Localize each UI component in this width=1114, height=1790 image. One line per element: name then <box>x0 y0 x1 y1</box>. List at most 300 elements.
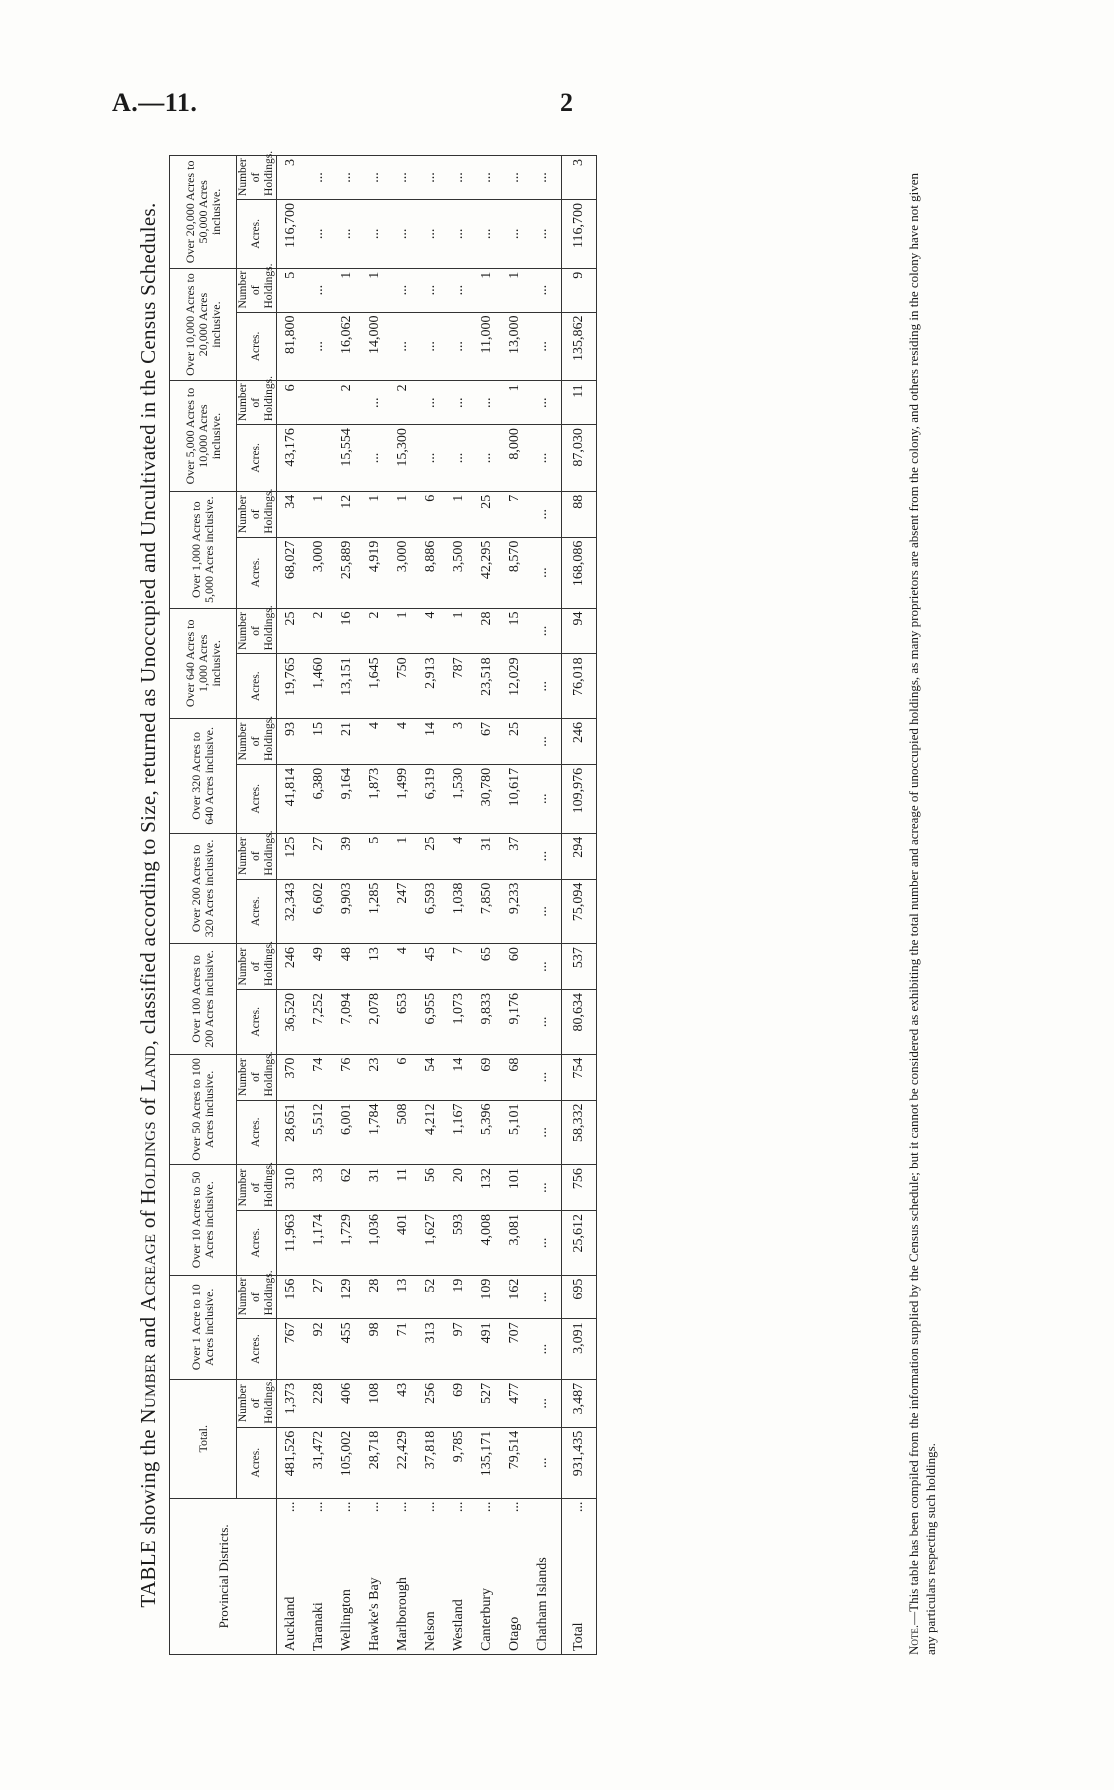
holdings-cell: 756 <box>562 1165 597 1211</box>
holdings-cell: 37 <box>501 833 529 879</box>
acres-subheader: Acres. <box>237 1211 277 1276</box>
acres-cell: 6,319 <box>417 764 445 833</box>
district-cell <box>562 1498 597 1654</box>
acres-cell: 28,718 <box>361 1427 389 1498</box>
acres-cell: ... <box>529 425 562 492</box>
holdings-cell: 695 <box>562 1275 597 1319</box>
holdings-cell: 69 <box>473 1054 501 1100</box>
leader-dots: ... <box>283 1501 298 1513</box>
acres-cell: 9,233 <box>501 879 529 944</box>
holdings-cell: 3 <box>277 156 306 200</box>
acres-cell: ... <box>445 425 473 492</box>
acres-cell: ... <box>417 199 445 268</box>
holdings-cell: 15 <box>501 608 529 654</box>
leader-dots: ... <box>367 1501 382 1513</box>
acres-cell: 7,850 <box>473 879 501 944</box>
holdings-cell: 1 <box>501 381 529 425</box>
holdings-cell: 67 <box>473 719 501 765</box>
note-text: —This table has been compiled from the information supplied by the Census schedule; but it cannot be considered as exhibiting the total number and acreage of unoccupied holdings, as many proprietors are absent from the colony, and others residing in the colony have not given any particulars respecting such holdings. <box>906 172 938 1655</box>
acres-cell: 707 <box>501 1319 529 1379</box>
group-header: Over 320 Acres to 640 Acres inclusive. <box>170 719 237 834</box>
acres-cell: ... <box>417 425 445 492</box>
holdings-cell: 93 <box>277 719 306 765</box>
holdings-subheader: Number of Holdings. <box>237 719 277 765</box>
holdings-cell: 48 <box>333 944 361 990</box>
holdings-cell: 52 <box>417 1275 445 1319</box>
acres-cell: 11,963 <box>277 1211 306 1276</box>
group-header-row <box>170 156 237 1655</box>
acres-cell: 109,976 <box>562 764 597 833</box>
acres-cell: 42,295 <box>473 537 501 608</box>
title-of-2: of <box>136 1091 160 1122</box>
acres-cell: ... <box>529 1100 562 1165</box>
district-name: Marlborough <box>395 1577 410 1651</box>
holdings-cell: 62 <box>333 1165 361 1211</box>
acres-cell: 1,530 <box>445 764 473 833</box>
holdings-cell: 162 <box>501 1275 529 1319</box>
acres-cell: 6,380 <box>305 764 333 833</box>
acres-cell: 116,700 <box>562 199 597 268</box>
holdings-cell: 4 <box>389 944 417 990</box>
holdings-cell: ... <box>501 156 529 200</box>
table-title <box>127 125 169 1685</box>
table-body <box>277 156 597 1655</box>
table-row <box>305 156 333 1655</box>
holdings-cell: ... <box>305 156 333 200</box>
acres-subheader: Acres. <box>237 764 277 833</box>
leader-dots: ... <box>451 1501 466 1513</box>
acres-cell: 9,833 <box>473 990 501 1055</box>
table-note <box>905 155 939 1655</box>
holdings-cell: 3 <box>445 719 473 765</box>
leader-dots: ... <box>479 1501 494 1513</box>
district-cell <box>389 1498 417 1654</box>
acres-cell: 491 <box>473 1319 501 1379</box>
holdings-cell: ... <box>529 833 562 879</box>
title-acreage: Acreage <box>136 1233 160 1311</box>
holdings-cell: ... <box>445 381 473 425</box>
acres-cell: 2,913 <box>417 654 445 719</box>
holdings-cell: 5 <box>361 833 389 879</box>
acres-cell: 36,520 <box>277 990 306 1055</box>
acres-cell: 13,151 <box>333 654 361 719</box>
holdings-cell: 34 <box>277 491 306 537</box>
document-reference: A.—11. <box>112 88 198 117</box>
holdings-subheader: Number of Holdings. <box>237 491 277 537</box>
holdings-cell: 39 <box>333 833 361 879</box>
acres-cell: 30,780 <box>473 764 501 833</box>
acres-cell: 76,018 <box>562 654 597 719</box>
acres-subheader: Acres. <box>237 990 277 1055</box>
holdings-cell <box>305 381 333 425</box>
holdings-cell: 31 <box>361 1165 389 1211</box>
acres-cell: 32,343 <box>277 879 306 944</box>
acres-cell: 58,332 <box>562 1100 597 1165</box>
holdings-cell: 1 <box>389 833 417 879</box>
holdings-cell: 3,487 <box>562 1379 597 1427</box>
holdings-cell: 43 <box>389 1379 417 1427</box>
holdings-cell: 2 <box>389 381 417 425</box>
acres-cell: 25,612 <box>562 1211 597 1276</box>
district-name: Total <box>571 1622 586 1651</box>
acres-cell: 135,862 <box>562 312 597 381</box>
holdings-cell: 69 <box>445 1379 473 1427</box>
holdings-cell: 1 <box>389 491 417 537</box>
acres-cell: 931,435 <box>562 1427 597 1498</box>
holdings-cell: 294 <box>562 833 597 879</box>
group-header: Over 640 Acres to 1,000 Acres inclusive. <box>170 608 237 718</box>
district-cell <box>417 1498 445 1654</box>
acres-cell: 653 <box>389 990 417 1055</box>
holdings-cell: 2 <box>333 381 361 425</box>
holdings-cell: 228 <box>305 1379 333 1427</box>
acres-cell <box>305 425 333 492</box>
district-cell <box>473 1498 501 1654</box>
group-header: Over 50 Acres to 100 Acres inclusive. <box>170 1054 237 1164</box>
district-name: Otago <box>507 1616 522 1651</box>
acres-cell: 7,252 <box>305 990 333 1055</box>
acres-cell: 37,818 <box>417 1427 445 1498</box>
holdings-cell: ... <box>305 268 333 312</box>
holdings-cell: 65 <box>473 944 501 990</box>
holdings-cell: 1 <box>501 268 529 312</box>
holdings-subheader: Number of Holdings. <box>237 268 277 312</box>
holdings-cell: 2 <box>361 608 389 654</box>
holdings-cell: 56 <box>417 1165 445 1211</box>
holdings-cell: 9 <box>562 268 597 312</box>
acres-cell: ... <box>333 199 361 268</box>
acres-cell: 43,176 <box>277 425 306 492</box>
title-prefix: TABLE showing the <box>136 1423 160 1608</box>
holdings-cell: 68 <box>501 1054 529 1100</box>
acres-cell: ... <box>473 199 501 268</box>
holdings-cell: 6 <box>417 491 445 537</box>
acres-cell: 105,002 <box>333 1427 361 1498</box>
holdings-cell: 256 <box>417 1379 445 1427</box>
acres-cell: 3,000 <box>389 537 417 608</box>
holdings-cell: ... <box>361 381 389 425</box>
holdings-cell: 31 <box>473 833 501 879</box>
holdings-cell: 6 <box>277 381 306 425</box>
acres-cell: ... <box>445 199 473 268</box>
holdings-cell: 5 <box>277 268 306 312</box>
district-cell <box>529 1498 562 1654</box>
acres-cell: 247 <box>389 879 417 944</box>
group-header: Over 1,000 Acres to 5,000 Acres inclusive. <box>170 491 237 608</box>
acres-cell: ... <box>417 312 445 381</box>
acres-cell: 23,518 <box>473 654 501 719</box>
acres-cell: 5,101 <box>501 1100 529 1165</box>
acres-cell: 787 <box>445 654 473 719</box>
holdings-cell: 7 <box>445 944 473 990</box>
holdings-cell: 527 <box>473 1379 501 1427</box>
holdings-cell: 15 <box>305 719 333 765</box>
acres-cell: ... <box>445 312 473 381</box>
holdings-cell: ... <box>445 268 473 312</box>
acres-cell: ... <box>529 537 562 608</box>
holdings-cell: ... <box>389 268 417 312</box>
holdings-cell: ... <box>529 268 562 312</box>
holdings-cell: 27 <box>305 1275 333 1319</box>
acres-cell: ... <box>389 312 417 381</box>
district-name: Auckland <box>283 1596 298 1651</box>
holdings-cell: ... <box>529 944 562 990</box>
acres-cell: 5,396 <box>473 1100 501 1165</box>
holdings-cell: ... <box>389 156 417 200</box>
district-name: Taranaki <box>311 1602 326 1651</box>
acres-cell: 28,651 <box>277 1100 306 1165</box>
acres-cell: 401 <box>389 1211 417 1276</box>
acres-subheader: Acres. <box>237 1100 277 1165</box>
holdings-cell: 129 <box>333 1275 361 1319</box>
holdings-cell: 370 <box>277 1054 306 1100</box>
acres-cell: ... <box>305 199 333 268</box>
holdings-cell: 477 <box>501 1379 529 1427</box>
acres-cell: 116,700 <box>277 199 306 268</box>
acres-cell: ... <box>361 199 389 268</box>
holdings-subheader: Number of Holdings. <box>237 1054 277 1100</box>
acres-subheader: Acres. <box>237 199 277 268</box>
holdings-cell: 11 <box>562 381 597 425</box>
acres-cell: 8,000 <box>501 425 529 492</box>
holdings-cell: 310 <box>277 1165 306 1211</box>
holdings-cell: 1 <box>361 268 389 312</box>
holdings-cell: 7 <box>501 491 529 537</box>
acres-cell: 22,429 <box>389 1427 417 1498</box>
acres-cell: 3,500 <box>445 537 473 608</box>
acres-cell: 15,300 <box>389 425 417 492</box>
holdings-cell: 246 <box>277 944 306 990</box>
holdings-cell: 20 <box>445 1165 473 1211</box>
district-name: Hawke's Bay <box>367 1577 382 1651</box>
district-column-header: Provincial Districts. <box>170 1498 277 1654</box>
district-cell <box>277 1498 306 1654</box>
acres-cell: ... <box>529 1211 562 1276</box>
acres-cell: 75,094 <box>562 879 597 944</box>
acres-cell: 11,000 <box>473 312 501 381</box>
holdings-cell: 109 <box>473 1275 501 1319</box>
holdings-cell: ... <box>529 156 562 200</box>
group-header: Over 1 Acre to 10 Acres inclusive. <box>170 1275 237 1379</box>
holdings-table <box>169 150 597 1655</box>
page-header <box>0 88 1114 128</box>
acres-cell: 135,171 <box>473 1427 501 1498</box>
page-number: 2 <box>560 88 573 117</box>
holdings-subheader: Number of Holdings. <box>237 1275 277 1319</box>
holdings-cell: 537 <box>562 944 597 990</box>
acres-cell: 81,800 <box>277 312 306 381</box>
district-name: Chatham Islands <box>535 1557 550 1651</box>
acres-cell: 12,029 <box>501 654 529 719</box>
title-of: of <box>136 1204 160 1234</box>
acres-cell: 68,027 <box>277 537 306 608</box>
acres-cell: ... <box>529 1427 562 1498</box>
table-row <box>361 156 389 1655</box>
acres-cell: 4,919 <box>361 537 389 608</box>
holdings-cell: 45 <box>417 944 445 990</box>
acres-cell: 6,955 <box>417 990 445 1055</box>
holdings-cell: ... <box>473 381 501 425</box>
holdings-cell: 1 <box>389 608 417 654</box>
holdings-cell: 4 <box>417 608 445 654</box>
acres-cell: ... <box>305 312 333 381</box>
holdings-cell: 19 <box>445 1275 473 1319</box>
acres-cell: 6,602 <box>305 879 333 944</box>
holdings-cell: ... <box>417 381 445 425</box>
holdings-subheader: Number of Holdings. <box>237 608 277 654</box>
group-header: Over 10 Acres to 50 Acres inclusive. <box>170 1165 237 1275</box>
acres-cell: 750 <box>389 654 417 719</box>
acres-cell: ... <box>529 199 562 268</box>
table-row <box>417 156 445 1655</box>
acres-cell: 5,512 <box>305 1100 333 1165</box>
acres-cell: 1,167 <box>445 1100 473 1165</box>
rotated-table-area <box>127 125 987 1685</box>
acres-cell: ... <box>529 1319 562 1379</box>
title-suffix: , classified according to Size, returned as Unoccupied and Uncultivated in the Census Schedules. <box>136 202 160 1046</box>
group-header: Over 20,000 Acres to 50,000 Acres inclusive. <box>170 156 237 269</box>
holdings-cell: 54 <box>417 1054 445 1100</box>
holdings-cell: ... <box>361 156 389 200</box>
table-row <box>445 156 473 1655</box>
district-name: Canterbury <box>479 1588 494 1651</box>
acres-cell: 1,174 <box>305 1211 333 1276</box>
holdings-cell: 25 <box>473 491 501 537</box>
holdings-cell: 101 <box>501 1165 529 1211</box>
district-cell <box>361 1498 389 1654</box>
holdings-cell: 4 <box>361 719 389 765</box>
acres-cell: 4,008 <box>473 1211 501 1276</box>
acres-subheader: Acres. <box>237 425 277 492</box>
leader-dots: ... <box>423 1501 438 1513</box>
title-land: Land <box>136 1045 160 1092</box>
holdings-cell: 1 <box>305 491 333 537</box>
table-row <box>333 156 361 1655</box>
holdings-cell: 406 <box>333 1379 361 1427</box>
holdings-cell: 74 <box>305 1054 333 1100</box>
holdings-cell: ... <box>529 719 562 765</box>
holdings-cell: 1 <box>445 491 473 537</box>
acres-cell: 87,030 <box>562 425 597 492</box>
holdings-cell: ... <box>529 381 562 425</box>
holdings-cell: 14 <box>445 1054 473 1100</box>
acres-cell: 1,645 <box>361 654 389 719</box>
holdings-cell: 88 <box>562 491 597 537</box>
holdings-subheader: Number of Holdings. <box>237 156 277 200</box>
holdings-cell: 6 <box>389 1054 417 1100</box>
acres-cell: 767 <box>277 1319 306 1379</box>
holdings-cell: 11 <box>389 1165 417 1211</box>
acres-cell: 31,472 <box>305 1427 333 1498</box>
holdings-cell: ... <box>529 1275 562 1319</box>
district-name: Westland <box>451 1599 466 1651</box>
district-cell <box>305 1498 333 1654</box>
group-header: Over 100 Acres to 200 Acres inclusive. <box>170 944 237 1054</box>
acres-subheader: Acres. <box>237 879 277 944</box>
acres-cell: ... <box>529 654 562 719</box>
holdings-cell: 246 <box>562 719 597 765</box>
acres-cell: 1,285 <box>361 879 389 944</box>
holdings-cell: 28 <box>473 608 501 654</box>
district-name: Nelson <box>423 1611 438 1651</box>
acres-cell: 3,000 <box>305 537 333 608</box>
acres-cell: 9,903 <box>333 879 361 944</box>
acres-subheader: Acres. <box>237 312 277 381</box>
acres-cell: 15,554 <box>333 425 361 492</box>
table-row <box>389 156 417 1655</box>
holdings-subheader: Number of Holdings. <box>237 1165 277 1211</box>
acres-cell: 1,729 <box>333 1211 361 1276</box>
acres-cell: 16,062 <box>333 312 361 381</box>
holdings-cell: 1,373 <box>277 1379 306 1427</box>
holdings-cell: 25 <box>277 608 306 654</box>
total-row <box>562 156 597 1655</box>
holdings-cell: ... <box>417 268 445 312</box>
acres-cell: ... <box>361 425 389 492</box>
holdings-cell: ... <box>529 491 562 537</box>
table-row <box>501 156 529 1655</box>
acres-cell: 71 <box>389 1319 417 1379</box>
district-cell <box>445 1498 473 1654</box>
acres-cell: 80,634 <box>562 990 597 1055</box>
holdings-cell: 16 <box>333 608 361 654</box>
holdings-cell: 1 <box>333 268 361 312</box>
holdings-cell: ... <box>333 156 361 200</box>
title-holdings: Holdings <box>136 1121 160 1205</box>
leader-dots: ... <box>311 1501 326 1513</box>
acres-cell: 1,784 <box>361 1100 389 1165</box>
title-number: Number <box>136 1353 160 1424</box>
holdings-cell: 13 <box>361 944 389 990</box>
holdings-subheader: Number of Holdings. <box>237 1379 277 1427</box>
holdings-cell: 21 <box>333 719 361 765</box>
acres-cell: 2,078 <box>361 990 389 1055</box>
acres-cell: 8,570 <box>501 537 529 608</box>
holdings-cell: 4 <box>445 833 473 879</box>
holdings-cell: 754 <box>562 1054 597 1100</box>
holdings-cell: 108 <box>361 1379 389 1427</box>
holdings-cell: 49 <box>305 944 333 990</box>
acres-cell: 7,094 <box>333 990 361 1055</box>
holdings-cell: ... <box>529 1054 562 1100</box>
table-row <box>473 156 501 1655</box>
holdings-cell: ... <box>529 1379 562 1427</box>
acres-cell: 3,091 <box>562 1319 597 1379</box>
acres-subheader: Acres. <box>237 1427 277 1498</box>
acres-cell: 481,526 <box>277 1427 306 1498</box>
holdings-cell: 12 <box>333 491 361 537</box>
holdings-cell: ... <box>529 608 562 654</box>
acres-cell: 98 <box>361 1319 389 1379</box>
leader-dots: ... <box>507 1501 522 1513</box>
table-row <box>277 156 306 1655</box>
acres-cell: 508 <box>389 1100 417 1165</box>
holdings-cell: 156 <box>277 1275 306 1319</box>
acres-cell: 10,617 <box>501 764 529 833</box>
holdings-cell: 76 <box>333 1054 361 1100</box>
acres-cell: 1,460 <box>305 654 333 719</box>
acres-cell: 168,086 <box>562 537 597 608</box>
acres-cell: 14,000 <box>361 312 389 381</box>
acres-cell: 19,765 <box>277 654 306 719</box>
acres-cell: 79,514 <box>501 1427 529 1498</box>
acres-cell: 92 <box>305 1319 333 1379</box>
holdings-cell: ... <box>417 156 445 200</box>
acres-cell: 313 <box>417 1319 445 1379</box>
holdings-cell: 4 <box>389 719 417 765</box>
district-cell <box>333 1498 361 1654</box>
acres-cell: 6,001 <box>333 1100 361 1165</box>
